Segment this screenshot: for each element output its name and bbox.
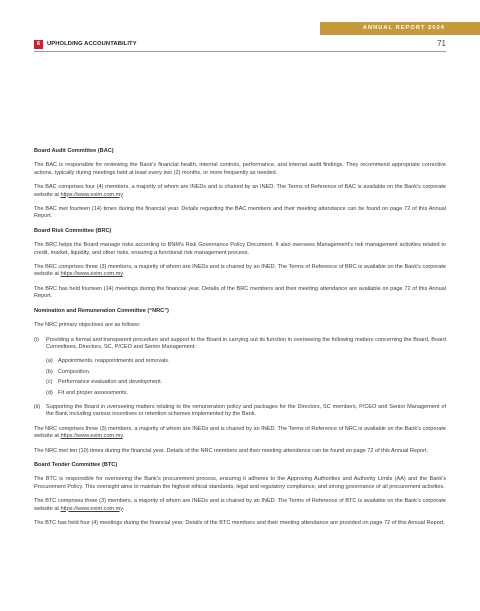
nrc-subitem-b-text: Composition. [58, 368, 91, 375]
brc-heading: Board Risk Committee (BRC) [34, 227, 112, 234]
brc-paragraph-2-end: . [122, 271, 125, 278]
bac-paragraph-2-end: . [122, 191, 125, 198]
list-marker: (c) [46, 379, 53, 386]
nrc-subitem-d-text: Fit and proper assessments. [58, 389, 128, 396]
header-divider [34, 51, 446, 52]
btc-heading: Board Tender Committee (BTC) [34, 461, 118, 468]
nrc-objective-1-text: Providing a formal and transparent procedure and support to the Board in carrying out its function in overseeing the following matters concerning the Board, Board Committees, Directors, SC, P/CEO and Senior Management: [46, 336, 446, 350]
nrc-objective-2-text: Supporting the Board in overseeing matters relating to the remuneration policy and packages for the Directors, SC members, P/CEO and Senior Management of the Bank including various incentives or retention schemes implemented by the Bank. [46, 403, 446, 418]
nrc-subitem-a [46, 358, 446, 365]
nrc-intro: The NRC primary objectives are as follows: [34, 322, 141, 329]
nrc-objective-2 [34, 404, 446, 419]
page-number: 71 [437, 39, 446, 48]
list-marker: (d) [46, 389, 53, 396]
nrc-heading: Nomination and Remuneration Committee (“NRC”) [34, 307, 169, 314]
top-band [0, 0, 480, 12]
section-title: UPHOLDING ACCOUNTABILITY [47, 41, 137, 47]
nrc-paragraph-2-end: . [122, 433, 125, 440]
btc-paragraph-2-end: . [122, 505, 125, 512]
brc-paragraph-2-text: The BRC comprises three (3) members, a majority of whom are INEDs and is chaired by an INED. The Terms of Reference of BRC is available on the Bank's corporate website at [34, 264, 446, 278]
btc-paragraph-2 [34, 498, 446, 513]
bac-paragraph-2 [34, 184, 446, 199]
nrc-paragraph-2 [34, 426, 446, 441]
list-marker: (a) [46, 358, 53, 365]
annual-report-label: ANNUAL REPORT 2024 [320, 22, 480, 35]
nrc-subitem-a-text: Appointments, reappointments and removals. [58, 358, 170, 365]
list-marker: (i) [34, 336, 39, 343]
bac-website-link[interactable]: https://www.exim.com.my [60, 191, 123, 198]
nrc-subitem-c-text: Performance evaluation and development. [58, 379, 163, 386]
nrc-paragraph-3: The NRC met ten (10) times during the financial year. Details of the NRC members and their meeting attendance can be found on page 72 of this Annual Report. [34, 447, 429, 454]
btc-paragraph-3: The BTC has held four (4) meetings during the financial year. Details of the BTC members and their meeting attendance are provided on page 72 of this Annual Report. [34, 520, 445, 526]
list-marker: (ii) [34, 403, 41, 410]
nrc-subitem-d [46, 390, 446, 397]
bac-paragraph-3: The BAC met fourteen (14) times during the financial year. Details regarding the BAC members and their meeting attendance can be found on page 72 of this Annual Report. [34, 206, 446, 220]
section-header [34, 40, 446, 52]
page-content [34, 148, 446, 534]
nrc-website-link[interactable]: https://www.exim.com.my [60, 433, 123, 440]
btc-paragraph-2-text: The BTC comprises three (3) members, a majority of whom are INEDs and is chaired by an INED. The Terms of Reference of BTC is available on the Bank's corporate website at [34, 498, 446, 512]
brc-paragraph-1: The BRC helps the Board manage risks according to BNM's Risk Governance Policy Document. It also oversees Management's risk management activities related to credit, market, liquidity, and other risks, ensuring a functional risk management process. [34, 242, 446, 256]
nrc-subitem-b [46, 369, 446, 376]
brc-website-link[interactable]: https://www.exim.com.my [60, 271, 123, 278]
btc-paragraph-1: The BTC is responsible for overseeing the Bank's procurement process, ensuring it adheres to the Approving Authorities and Authority Limits (AA) and the Bank's Procurement Policy. This oversight aims to maintain the highest ethical standards, legal and regulatory compliance, and strong governance of all procurement activities. [34, 476, 446, 490]
list-marker: (b) [46, 368, 53, 375]
nrc-paragraph-2-text: The NRC comprises three (3) members, a majority of whom are INEDs and is chaired by an INED. The Terms of Reference of NRC is available on the Bank's corporate website at [34, 425, 446, 440]
bac-heading: Board Audit Committee (BAC) [34, 148, 114, 154]
nrc-objective-1 [34, 337, 446, 352]
nrc-sublist [46, 358, 446, 397]
brc-paragraph-3: The BRC has held fourteen (14) meetings during the financial year. Details of the BRC members and their meeting attendance are available on page 72 of this Annual Report. [34, 285, 446, 300]
btc-website-link[interactable]: https://www.exim.com.my [60, 505, 123, 512]
bac-paragraph-1: The BAC is responsible for reviewing the Bank's financial health, internal controls, performance, and internal audit findings. They recommend appropriate corrective actions, typically during meetings held at least every two (2) months, or more frequently as needed. [34, 162, 446, 176]
brc-paragraph-2 [34, 264, 446, 279]
nrc-subitem-c [46, 379, 446, 386]
section-number-badge: 6 [34, 40, 43, 49]
bac-paragraph-2-text: The BAC comprises four (4) members, a majority of whom are INEDs and is chaired by an INED. The Terms of Reference of BAC is available on the Bank's corporate website at [34, 184, 446, 198]
